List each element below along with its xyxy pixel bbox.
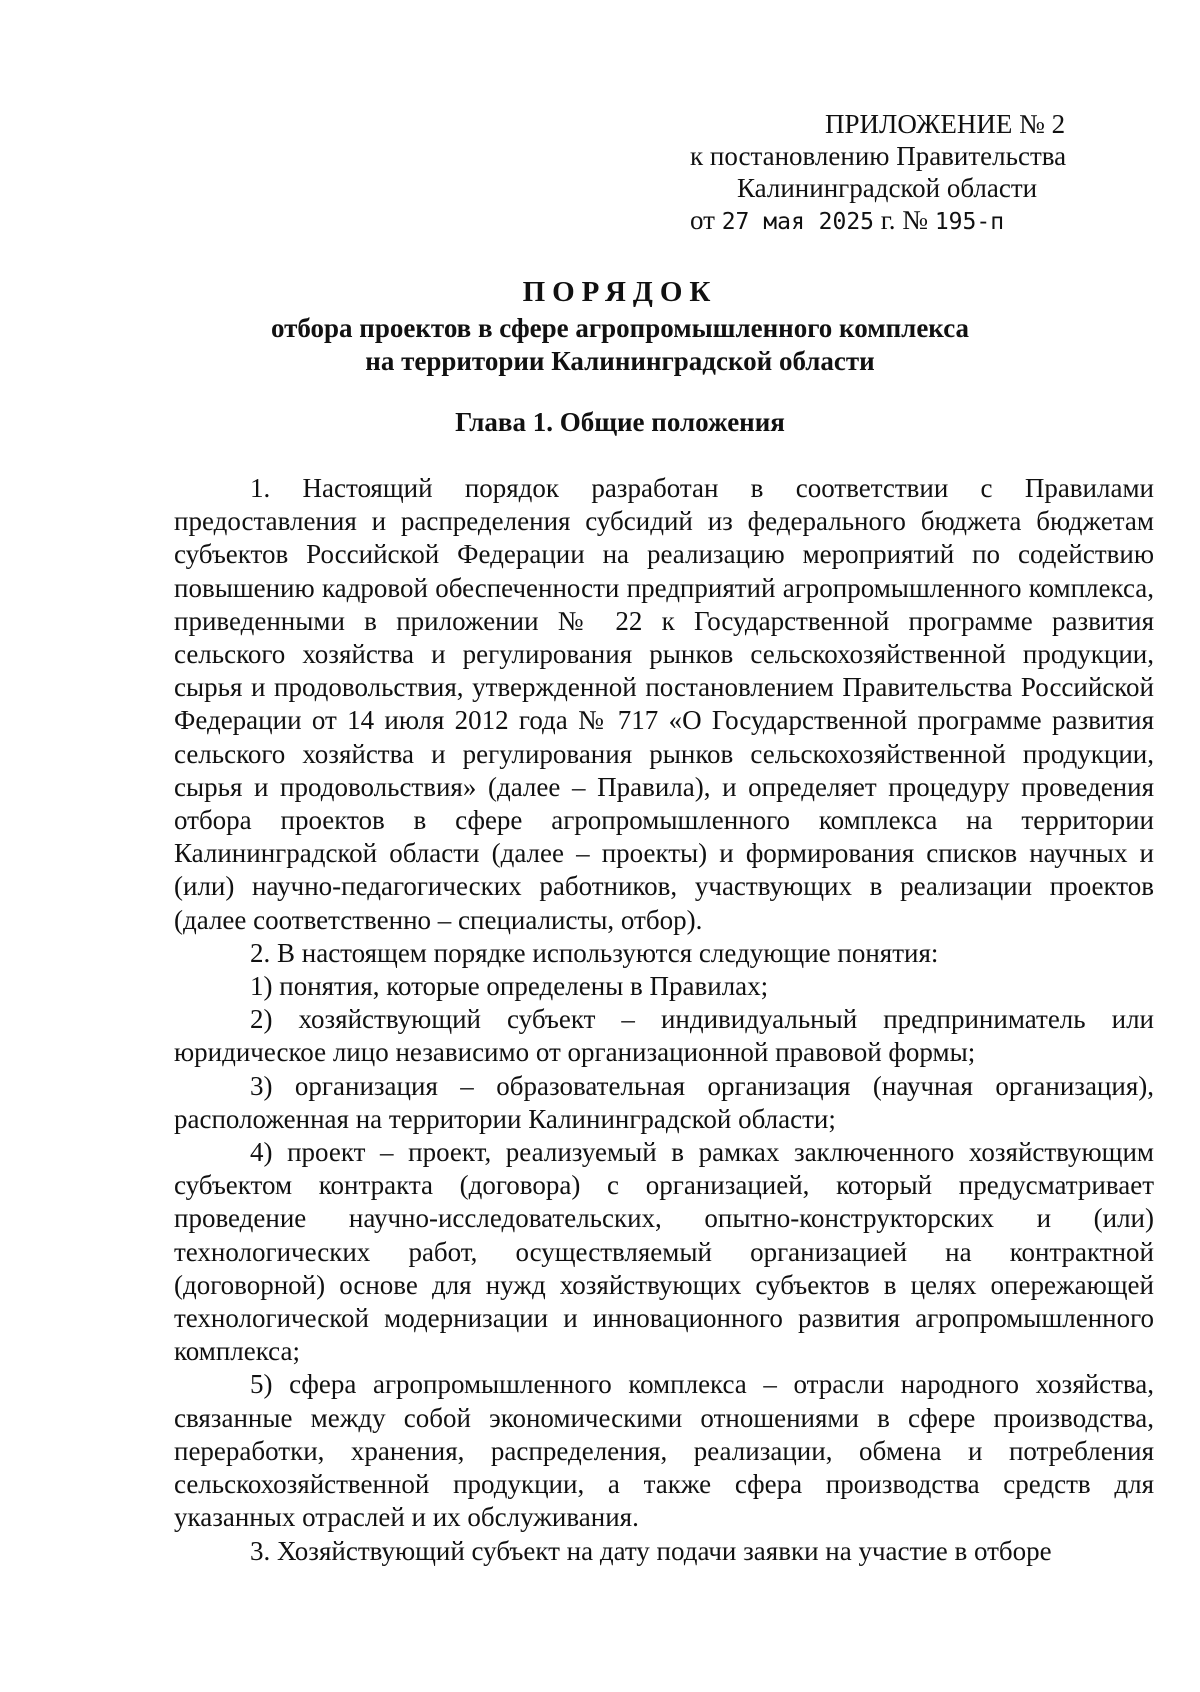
appendix-reference: к постановлению Правительства	[690, 141, 1067, 171]
appendix-header	[690, 108, 1150, 238]
chapter-heading: Глава 1. Общие положения	[455, 407, 785, 437]
appendix-date-line	[690, 204, 1150, 238]
date-mid: г. №	[874, 205, 935, 235]
paragraph: 5) сфера агропромышленного комплекса – отрасли народного хозяйства, связанные между собой экономическими отношениями в сфере производства, переработки, хранения, распределения, реализации, обмена и потребления сельскохозяйственной продукции, а также сфера производства средств для указанных отраслей и их обслуживания.	[174, 1369, 1154, 1533]
document-number: 195-п	[934, 209, 1005, 235]
paragraph: 2) хозяйствующий субъект – индивидуальный предприниматель или юридическое лицо независимо от организационной правовой формы;	[174, 1004, 1154, 1068]
date-value: 27 мая 2025	[721, 209, 875, 235]
paragraph: 1) понятия, которые определены в Правилах;	[250, 971, 769, 1002]
document-title: ПОРЯДОК	[522, 276, 718, 308]
paragraph: 4) проект – проект, реализуемый в рамках заключенного хозяйствующим субъектом контракта (договора) с организацией, который предусматривает проведение научно-исследовательских, опытно-конструкторских и (или) технологических работ, осуществляемый организацией на контрактной (договорной) основе для нужд хозяйствующих субъектов в целях опережающей технологической модернизации и инновационного развития агропромышленного комплекса;	[174, 1137, 1154, 1367]
paragraph: 3. Хозяйствующий субъект на дату подачи заявки на участие в отборе	[250, 1535, 1052, 1566]
document-subtitle	[170, 312, 1070, 378]
date-prefix: от	[690, 205, 722, 235]
paragraph: 3) организация – образовательная организация (научная организация), расположенная на территории Калининградской области;	[174, 1070, 1154, 1134]
appendix-region: Калининградской области	[737, 173, 1038, 203]
subtitle-line-1: отбора проектов в сфере агропромышленного комплекса	[270, 313, 970, 343]
paragraph: 1. Настоящий порядок разработан в соответствии с Правилами предоставления и распределения субсидий из федерального бюджета бюджетам субъектов Российской Федерации на реализацию мероприятий по содействию повышению кадровой обеспеченности предприятий агропромышленного комплекса, приведенными в приложении № 22 к Государственной программе развития сельского хозяйства и регулирования рынков сельскохозяйственной продукции, сырья и продовольствия, утвержденной постановлением Правительства Российской Федерации от 14 июля 2012 года № 717 «О Государственной программе развития сельского хозяйства и регулирования рынков сельскохозяйственной продукции, сырья и продовольствия» (далее – Правила), и определяет процедуру проведения отбора проектов в сфере агропромышленного комплекса на территории Калининградской области (далее – проекты) и формирования списков научных и (или) научно-педагогических работников, участвующих в реализации проектов (далее соответственно – специалисты, отбор).	[174, 473, 1154, 935]
paragraph: 2. В настоящем порядке используются следующие понятия:	[250, 937, 939, 968]
appendix-number: ПРИЛОЖЕНИЕ № 2	[825, 109, 1066, 139]
document-body	[174, 472, 1154, 1568]
subtitle-line-2: на территории Калининградской области	[365, 346, 875, 376]
